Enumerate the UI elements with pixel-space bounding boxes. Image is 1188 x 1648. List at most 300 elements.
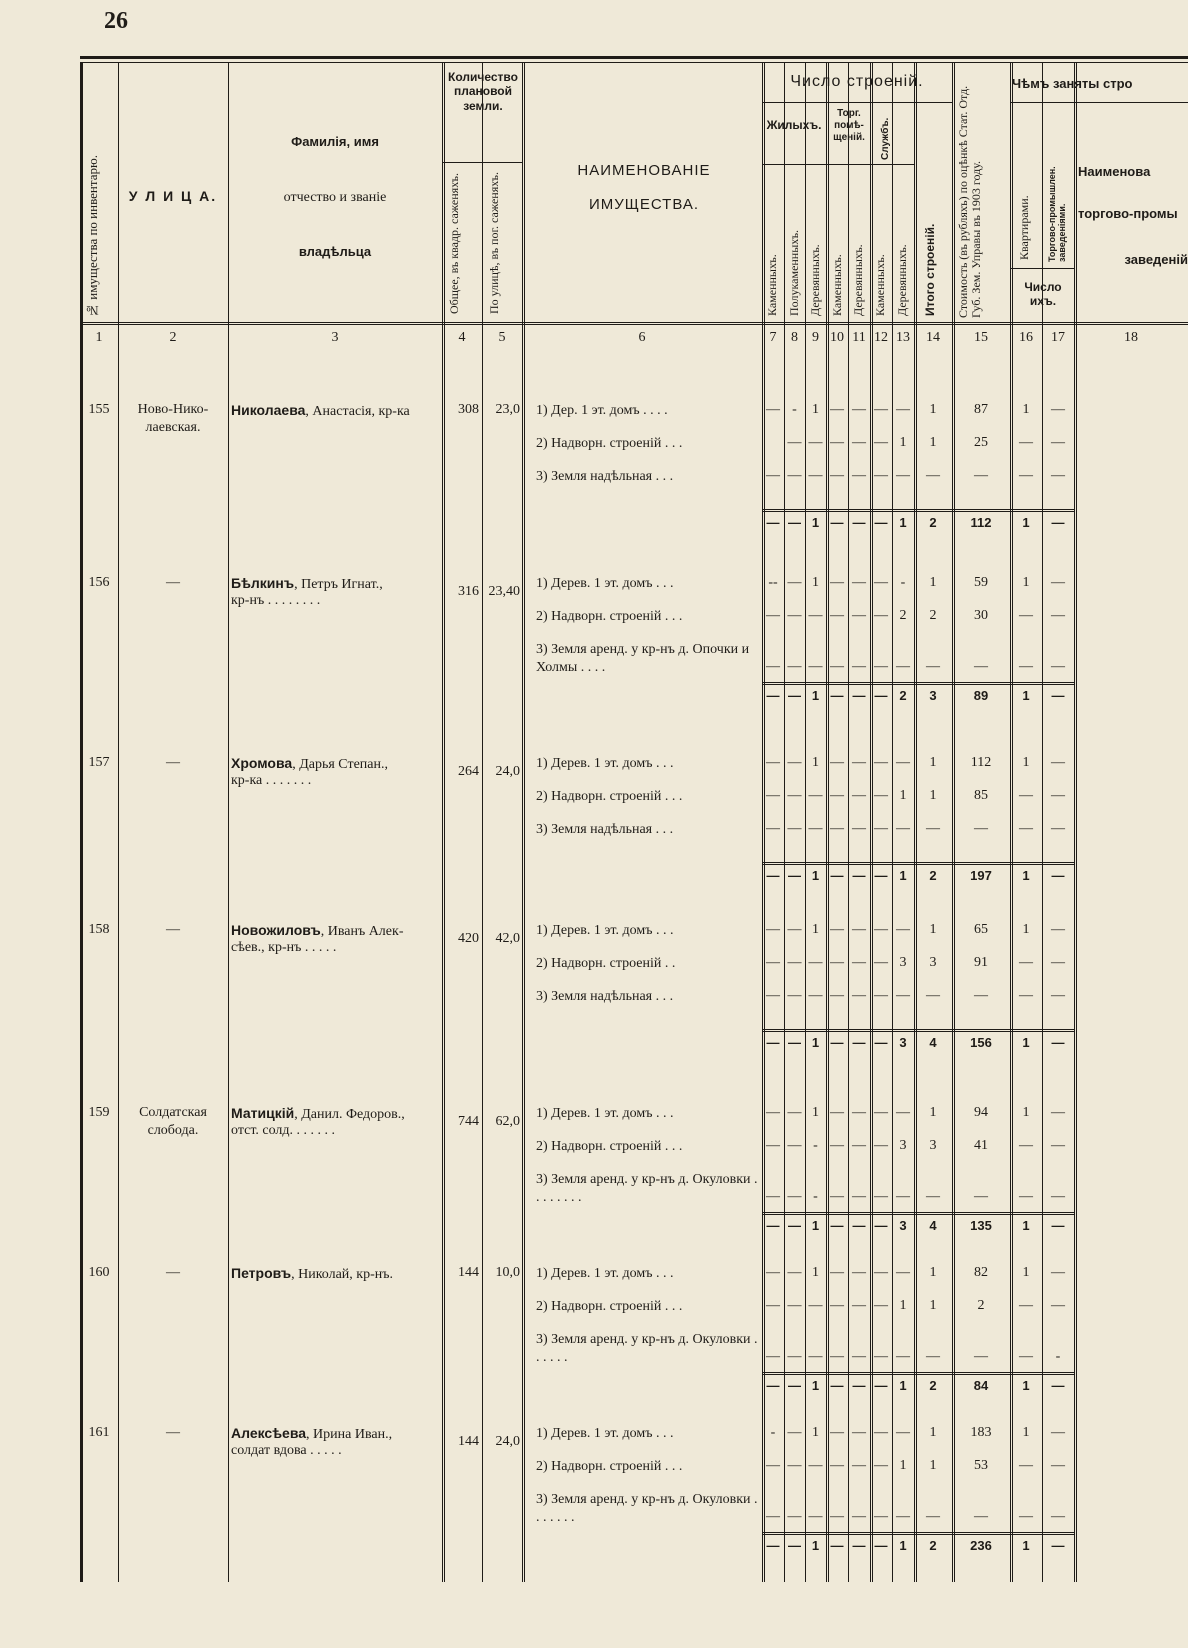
header-total-buildings: Итого строеній.	[923, 223, 937, 316]
owner-name	[231, 1425, 441, 1443]
subtotal-value: —	[852, 1035, 866, 1050]
header-stone-2: Каменныхъ.	[830, 254, 844, 316]
subtotal-value: —	[830, 1378, 844, 1393]
record-number: 161	[88, 1425, 110, 1440]
subtotal-value: 4	[929, 1218, 937, 1233]
building-count: 85	[974, 788, 988, 803]
building-count: 1	[899, 435, 907, 450]
building-count: —	[808, 659, 823, 674]
building-count: —	[787, 1105, 802, 1120]
building-count: 59	[974, 575, 988, 590]
subtotal-value: —	[852, 1218, 866, 1233]
building-count: 1	[812, 1265, 819, 1280]
building-count: —	[787, 755, 802, 770]
street-name: —	[166, 755, 180, 770]
building-count: 1	[929, 402, 937, 417]
column-number: 16	[1019, 330, 1033, 345]
building-count: —	[787, 435, 802, 450]
header-buildings-group: Число строеній.	[790, 73, 924, 90]
column-number: 5	[498, 330, 506, 345]
building-count: —	[852, 608, 866, 623]
subtotal-value: 2	[929, 515, 937, 530]
subtotal-rule	[762, 1212, 1074, 1215]
building-count: —	[766, 1298, 780, 1313]
building-count: —	[852, 788, 866, 803]
subtotal-value: —	[830, 515, 844, 530]
building-count: —	[830, 955, 844, 970]
land-area: 144	[458, 1265, 479, 1280]
building-count: —	[766, 468, 780, 483]
building-count: 1	[812, 1105, 819, 1120]
building-count: —	[766, 755, 780, 770]
record-number: 155	[88, 402, 110, 417]
subtotal-value: —	[788, 1035, 801, 1050]
column-number: 8	[791, 330, 798, 345]
building-count: —	[808, 1349, 823, 1364]
property-item: 2) Надворн. строеній . . .	[536, 1299, 683, 1314]
building-count: —	[874, 1298, 888, 1313]
subtotal-value: 236	[970, 1538, 992, 1553]
building-count: —	[852, 1189, 866, 1204]
building-count: 1	[929, 1425, 937, 1440]
building-count: —	[1019, 1189, 1033, 1204]
building-count: —	[896, 1189, 910, 1204]
property-item: 3) Земля надѣльная . . .	[536, 822, 674, 837]
header-rule	[762, 102, 952, 103]
building-count: —	[830, 608, 844, 623]
header-trade-name-1: Наименова	[1078, 164, 1151, 179]
property-item: 1) Дерев. 1 эт. домъ . . .	[536, 923, 674, 938]
building-count: —	[787, 1509, 802, 1524]
subtotal-value: 1	[1022, 1378, 1030, 1393]
building-count: —	[808, 955, 823, 970]
building-count: 1	[929, 1298, 937, 1313]
column-number: 15	[974, 330, 988, 345]
header-count: Число ихъ.	[1024, 280, 1062, 309]
subtotal-value: 1	[811, 1378, 820, 1393]
street-name: слобода.	[147, 1123, 199, 1138]
building-count: —	[830, 1265, 844, 1280]
owner-surname: Новожиловъ	[231, 922, 321, 938]
building-count: 3	[929, 955, 937, 970]
building-count: —	[874, 988, 888, 1003]
owner-given-names: , Иванъ Алек-	[320, 924, 404, 939]
property-item: 3) Земля аренд. у кр-нъ д. Окуловки . . . . . .	[536, 1332, 758, 1365]
building-count: 1	[812, 402, 819, 417]
building-count: —	[766, 1509, 780, 1524]
building-count: —	[896, 468, 910, 483]
building-count: —	[852, 1105, 866, 1120]
header-stone-1: Каменныхъ.	[765, 254, 779, 316]
building-count: —	[1051, 1298, 1065, 1313]
building-count: —	[787, 1458, 802, 1473]
building-count: —	[1051, 1105, 1065, 1120]
subtotal-value: 1	[1022, 688, 1030, 703]
subtotal-value: —	[1051, 1218, 1065, 1233]
subtotal-value: 84	[973, 1378, 989, 1393]
header-owner-line2: отчество и званіе	[283, 190, 387, 205]
owner-title: кр-ка . . . . . . .	[231, 773, 312, 788]
header-land-total: Общее, въ квадр. саженяхъ.	[447, 173, 461, 314]
building-count: —	[852, 922, 866, 937]
building-count: 1	[929, 755, 937, 770]
building-count: —	[874, 1509, 888, 1524]
land-area: 264	[458, 764, 479, 779]
building-count: —	[766, 1349, 780, 1364]
building-count: —	[787, 988, 802, 1003]
building-count: —	[852, 575, 866, 590]
building-count: 2	[977, 1298, 985, 1313]
building-count: --	[768, 575, 778, 590]
header-trade-establishments: Торгово-промышлен. заведеніями.	[1047, 166, 1067, 262]
building-count: —	[830, 988, 844, 1003]
building-count: —	[830, 1425, 844, 1440]
subtotal-value: 3	[899, 1035, 907, 1050]
building-count: —	[830, 435, 844, 450]
building-count: 1	[1022, 575, 1030, 590]
property-item: 1) Дер. 1 эт. домъ . . . .	[536, 403, 668, 418]
building-count: -	[770, 1425, 776, 1440]
building-count: 1	[899, 788, 907, 803]
building-count: —	[1051, 659, 1065, 674]
building-count: 1	[1022, 1425, 1030, 1440]
subtotal-value: —	[830, 688, 844, 703]
header-residential: Жилыхъ.	[766, 118, 822, 132]
building-count: —	[830, 1458, 844, 1473]
building-count: —	[896, 1265, 910, 1280]
subtotal-value: —	[1051, 515, 1065, 530]
building-count: —	[787, 659, 802, 674]
building-count: —	[874, 1105, 888, 1120]
building-count: —	[896, 1425, 910, 1440]
building-count: —	[1051, 1138, 1065, 1153]
building-count: —	[1019, 659, 1033, 674]
property-item: 3) Земля надѣльная . . .	[536, 469, 674, 484]
property-item: 1) Дерев. 1 эт. домъ . . .	[536, 1106, 674, 1121]
building-count: 1	[1022, 1105, 1030, 1120]
building-count: 2	[929, 608, 937, 623]
building-count: —	[808, 988, 823, 1003]
subtotal-value: 1	[899, 1378, 907, 1393]
header-wooden-3: Деревянныхъ.	[895, 244, 909, 316]
building-count: —	[1019, 988, 1033, 1003]
building-count: —	[787, 1298, 802, 1313]
record-number: 158	[88, 922, 110, 937]
subtotal-rule	[762, 1372, 1074, 1375]
building-count: —	[874, 788, 888, 803]
subtotal-value: 156	[970, 1035, 992, 1050]
building-count: 30	[974, 608, 988, 623]
building-count: —	[1051, 1265, 1065, 1280]
building-count: 41	[974, 1138, 988, 1153]
building-count: —	[830, 1298, 844, 1313]
column-number: 13	[896, 330, 910, 345]
building-count: —	[974, 468, 988, 483]
building-count: —	[896, 922, 910, 937]
building-count: —	[1051, 922, 1065, 937]
building-count: —	[874, 468, 888, 483]
header-trade-name-3: заведеній	[1124, 252, 1188, 267]
subtotal-value: 89	[973, 688, 989, 703]
subtotal-value: —	[852, 868, 866, 883]
building-count: —	[1051, 1425, 1065, 1440]
building-count: —	[766, 988, 780, 1003]
building-count: —	[874, 955, 888, 970]
building-count: 1	[929, 1458, 937, 1473]
subtotal-value: 4	[929, 1035, 937, 1050]
building-count: —	[1051, 788, 1065, 803]
column-number: 7	[769, 330, 777, 345]
column-number: 9	[812, 330, 819, 345]
land-frontage: 24,0	[495, 764, 520, 779]
building-count: 1	[929, 922, 937, 937]
owner-given-names: , Данил. Федоров.,	[294, 1107, 405, 1122]
col-divider	[482, 62, 483, 1582]
building-count: —	[787, 575, 802, 590]
building-count: —	[852, 1349, 866, 1364]
subtotal-value: —	[852, 688, 866, 703]
header-semistone: Полукаменныхъ.	[787, 229, 801, 316]
building-count: —	[1019, 955, 1033, 970]
record-number: 160	[88, 1265, 110, 1280]
subtotal-value: —	[874, 868, 888, 883]
subtotal-value: 1	[899, 515, 907, 530]
building-count: —	[1019, 1298, 1033, 1313]
building-count: —	[852, 402, 866, 417]
subtotal-value: 2	[929, 868, 937, 883]
land-area: 420	[458, 931, 479, 946]
property-item: 3) Земля надѣльная . . .	[536, 989, 674, 1004]
building-count: —	[852, 468, 866, 483]
building-count: —	[1051, 435, 1065, 450]
building-count: —	[1019, 788, 1033, 803]
subtotal-value: —	[874, 688, 888, 703]
subtotal-value: —	[766, 1538, 780, 1553]
building-count: —	[1019, 821, 1033, 836]
subtotal-value: 1	[811, 1218, 820, 1233]
land-frontage: 10,0	[495, 1265, 520, 1280]
subtotal-value: —	[766, 688, 780, 703]
col-divider	[118, 62, 119, 1582]
building-count: —	[766, 608, 780, 623]
building-count: —	[852, 1425, 866, 1440]
street-name: Солдатская	[139, 1105, 207, 1120]
building-count: —	[766, 955, 780, 970]
building-count: —	[926, 988, 940, 1003]
building-count: —	[1051, 402, 1065, 417]
owner-given-names: , Ирина Иван.,	[306, 1427, 393, 1442]
subtotal-value: 1	[811, 1538, 820, 1553]
building-count: —	[974, 1189, 988, 1204]
building-count: —	[787, 1425, 802, 1440]
building-count: 1	[929, 1265, 937, 1280]
subtotal-value: —	[1051, 868, 1065, 883]
building-count: 82	[974, 1265, 988, 1280]
building-count: —	[926, 468, 940, 483]
column-number: 3	[331, 330, 339, 345]
owner-name	[231, 575, 441, 593]
street-name: лаевская.	[145, 420, 201, 435]
subtotal-value: —	[766, 515, 780, 530]
building-count: —	[896, 1105, 910, 1120]
subtotal-value: —	[830, 1538, 844, 1553]
header-wooden-2: Деревянныхъ.	[851, 244, 865, 316]
subtotal-rule	[762, 509, 1074, 512]
subtotal-value: 3	[929, 688, 937, 703]
building-count: —	[766, 659, 780, 674]
building-count: —	[1051, 575, 1065, 590]
building-count: —	[1019, 1458, 1033, 1473]
property-item: 2) Надворн. строеній . . .	[536, 609, 683, 624]
column-number: 18	[1124, 330, 1138, 345]
building-count: —	[830, 1349, 844, 1364]
record-number: 157	[88, 755, 110, 770]
column-number: 10	[830, 330, 844, 345]
property-item: 3) Земля аренд. у кр-нъ д. Опочки и Холмы . . . .	[536, 642, 750, 675]
building-count: 1	[899, 1458, 907, 1473]
header-stone-3: Каменныхъ.	[873, 254, 887, 316]
building-count: —	[766, 1265, 780, 1280]
building-count: —	[874, 659, 888, 674]
building-count: —	[1051, 988, 1065, 1003]
building-count: —	[926, 821, 940, 836]
subtotal-value: 3	[899, 1218, 907, 1233]
building-count: 1	[812, 575, 819, 590]
subtotal-value: 1	[811, 515, 820, 530]
property-item: 1) Дерев. 1 эт. домъ . . .	[536, 1266, 674, 1281]
subtotal-value: —	[852, 1378, 866, 1393]
building-count: —	[874, 1458, 888, 1473]
building-count: —	[874, 1189, 888, 1204]
building-count: —	[1051, 1458, 1065, 1473]
owner-title: кр-нъ . . . . . . . .	[231, 593, 321, 608]
building-count: 1	[1022, 755, 1030, 770]
header-street: У Л И Ц А.	[128, 188, 218, 204]
header-value: Стоимость (въ рубляхъ) по оцѣнкѣ Стат. Отд. Губ. Зем. Управы въ 1903 году.	[956, 85, 984, 318]
column-number: 2	[169, 330, 177, 345]
subtotal-value: —	[852, 515, 866, 530]
subtotal-value: —	[766, 1035, 780, 1050]
header-services: Службъ.	[880, 117, 891, 160]
owner-surname: Николаева	[231, 402, 306, 418]
land-frontage: 23,40	[488, 584, 520, 599]
building-count: —	[974, 821, 988, 836]
street-name: —	[166, 1265, 180, 1280]
owner-name	[231, 1105, 441, 1123]
building-count: —	[830, 755, 844, 770]
header-owner-line1: Фамилія, имя	[291, 134, 379, 149]
building-count: —	[830, 575, 844, 590]
building-count: 1	[1022, 402, 1030, 417]
building-count: —	[1019, 468, 1033, 483]
building-count: —	[766, 1105, 780, 1120]
building-count: —	[787, 955, 802, 970]
owner-surname: Хромова	[231, 755, 293, 771]
column-number: 1	[95, 330, 103, 345]
building-count: —	[830, 788, 844, 803]
building-count: —	[766, 1189, 780, 1204]
building-count: —	[874, 402, 888, 417]
header-bottom-rule	[80, 322, 1188, 325]
building-count: 1	[812, 755, 819, 770]
property-item: 1) Дерев. 1 эт. домъ . . .	[536, 756, 674, 771]
building-count: —	[1051, 468, 1065, 483]
column-number: 12	[874, 330, 888, 345]
building-count: -	[813, 1138, 818, 1153]
building-count: —	[874, 1265, 888, 1280]
subtotal-value: 2	[899, 688, 907, 703]
subtotal-value: 1	[1022, 1035, 1030, 1050]
owner-title: солдат вдова . . . . .	[231, 1443, 342, 1458]
header-land-street: По улицѣ, въ пог. саженяхъ.	[487, 172, 501, 314]
header-occupied-group: Чѣмъ заняты стро	[1012, 76, 1133, 91]
building-count: —	[787, 1349, 802, 1364]
building-count: 1	[929, 435, 937, 450]
building-count: —	[896, 402, 910, 417]
building-count: 1	[1022, 922, 1030, 937]
subtotal-value: 1	[899, 868, 907, 883]
header-property-line1: НАИМЕНОВАНІЕ	[577, 162, 711, 179]
subtotal-value: —	[1051, 1035, 1065, 1050]
building-count: —	[830, 922, 844, 937]
header-owner-line3: владѣльца	[298, 244, 372, 259]
property-item: 2) Надворн. строеній . . .	[536, 1139, 683, 1154]
land-area: 144	[458, 1434, 479, 1449]
owner-given-names: , Николай, кр-нъ.	[291, 1267, 393, 1282]
subtotal-rule	[762, 682, 1074, 685]
building-count: —	[830, 659, 844, 674]
building-count: —	[808, 1458, 823, 1473]
building-count: —	[787, 1265, 802, 1280]
building-count: —	[830, 1509, 844, 1524]
building-count: —	[852, 1298, 866, 1313]
col-divider	[522, 62, 525, 1582]
building-count: —	[766, 788, 780, 803]
property-item: 2) Надворн. строеній . . .	[536, 436, 683, 451]
subtotal-value: 135	[970, 1218, 992, 1233]
building-count: —	[1051, 1189, 1065, 1204]
land-area: 744	[458, 1114, 479, 1129]
column-number: 11	[852, 330, 866, 345]
subtotal-value: —	[874, 515, 888, 530]
building-count: —	[808, 1298, 823, 1313]
building-count: —	[766, 1138, 780, 1153]
building-count: —	[974, 1509, 988, 1524]
building-count: —	[787, 922, 802, 937]
subtotal-value: —	[852, 1538, 866, 1553]
header-trade: Торг. помѣщеній.	[833, 108, 865, 143]
street-name: —	[166, 575, 180, 590]
building-count: —	[852, 659, 866, 674]
subtotal-value: 1	[1022, 515, 1030, 530]
subtotal-value: —	[830, 1218, 844, 1233]
subtotal-value: 2	[929, 1378, 937, 1393]
land-frontage: 23,0	[495, 402, 520, 417]
building-count: 2	[899, 608, 907, 623]
subtotal-value: —	[788, 1538, 801, 1553]
building-count: —	[808, 435, 823, 450]
building-count: 87	[974, 402, 988, 417]
building-count: —	[874, 821, 888, 836]
building-count: —	[926, 659, 940, 674]
owner-title: сѣев., кр-нъ . . . . .	[231, 940, 337, 955]
subtotal-rule	[762, 1532, 1074, 1535]
record-number: 156	[88, 575, 110, 590]
col-divider	[442, 62, 445, 1582]
subtotal-value: 112	[970, 515, 992, 530]
building-count: 1	[1022, 1265, 1030, 1280]
owner-surname: Алексѣева	[231, 1425, 307, 1441]
